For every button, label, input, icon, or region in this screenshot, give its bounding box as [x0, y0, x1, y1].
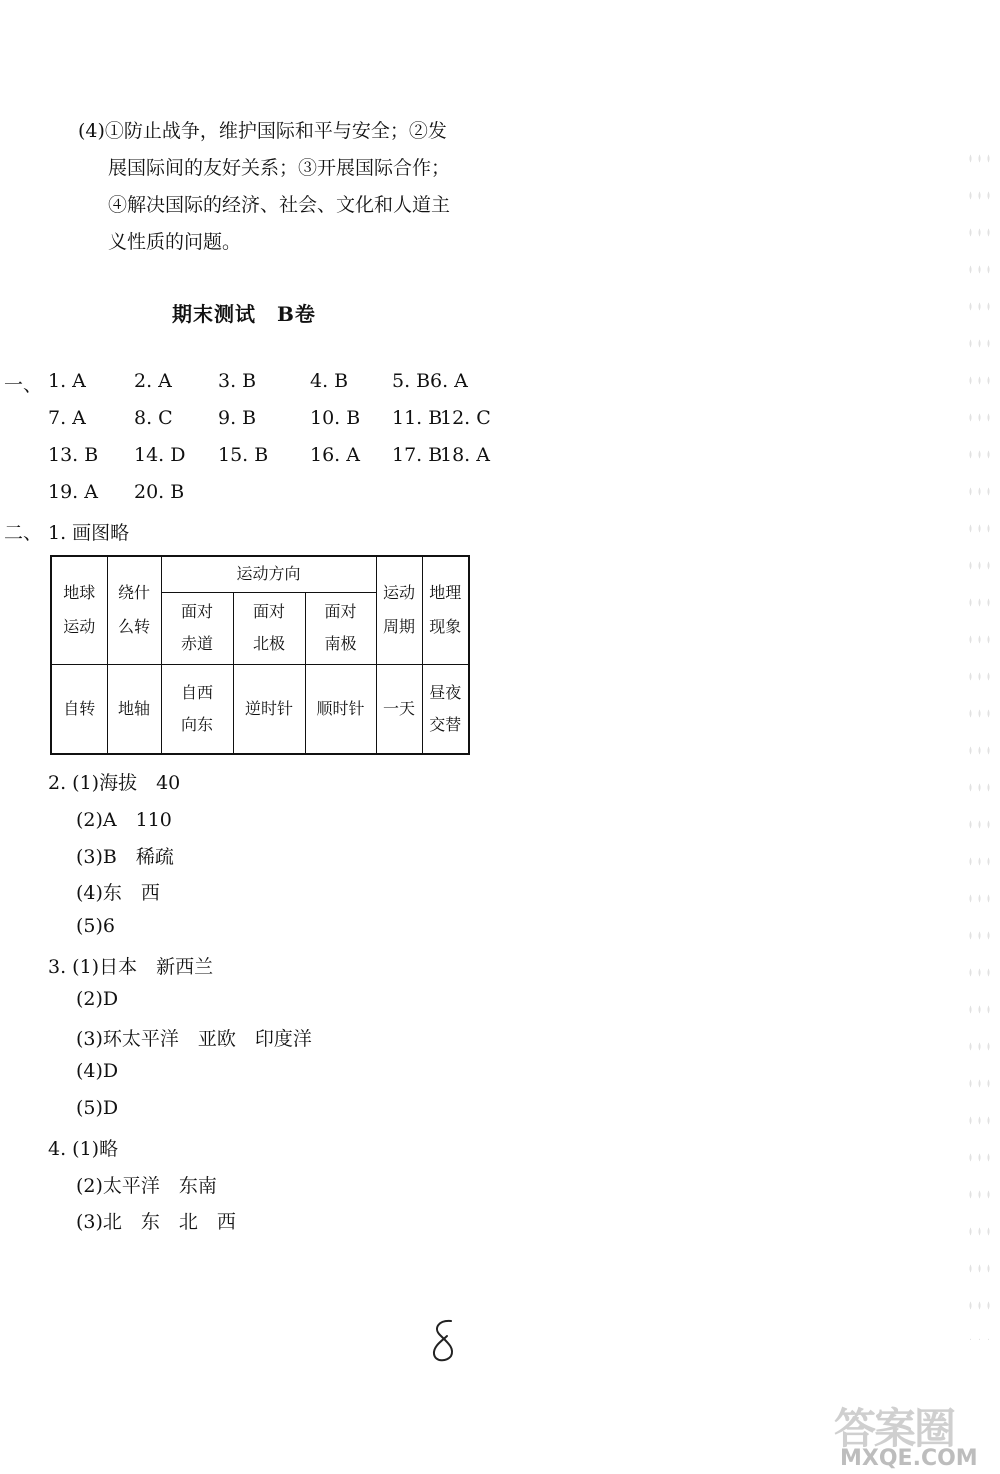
cell-one-day: 一天	[376, 664, 422, 754]
mc-answer: 11. B	[392, 407, 443, 429]
cell-day-night: 昼夜交替	[422, 664, 469, 754]
intro-line: 展国际间的友好关系；③开展国际合作；	[108, 157, 451, 179]
cell-counterclockwise: 逆时针	[233, 664, 305, 754]
mc-answer: 17. B	[392, 444, 443, 466]
mc-answer: 6. A	[430, 370, 468, 392]
mc-answer: 13. B	[48, 444, 99, 466]
watermark-logo	[832, 1396, 997, 1472]
intro-line: 义性质的问题。	[108, 231, 242, 253]
q4-item: (3)北 东 北 西	[76, 1211, 236, 1233]
scan-edge-noise	[966, 140, 994, 1340]
section-title: 期末测试 B卷	[172, 302, 316, 326]
mc-answer: 5. B	[392, 370, 431, 392]
subheader-face-equator: 面对赤道	[161, 592, 233, 664]
cell-axis: 地轴	[107, 664, 161, 754]
cell-clockwise: 顺时针	[305, 664, 376, 754]
q2-item: (3)B 稀疏	[76, 846, 174, 868]
mc-answer: 4. B	[310, 370, 349, 392]
header-phenomenon: 地理现象	[422, 556, 469, 664]
intro-line: ④解决国际的经济、社会、文化和人道主	[108, 194, 451, 216]
q2-item: (5)6	[76, 915, 116, 937]
part2-q1: 1. 画图略	[48, 522, 130, 544]
mc-answer: 20. B	[134, 481, 185, 503]
mc-answer: 3. B	[218, 370, 257, 392]
watermark-en: MXQE.COM	[840, 1446, 978, 1471]
mc-answer: 12. C	[440, 407, 491, 429]
part2-label: 二、	[4, 522, 43, 544]
q2-lead: 2. (1)海拔 40	[48, 772, 181, 794]
mc-answer: 14. D	[134, 444, 186, 466]
mc-answer: 15. B	[218, 444, 269, 466]
handwritten-page-number	[425, 1318, 465, 1364]
header-earth-motion: 地球运动	[51, 556, 107, 664]
mc-answer: 9. B	[218, 407, 257, 429]
q2-item: (4)东 西	[76, 882, 160, 904]
subheader-face-south-pole: 面对南极	[305, 592, 376, 664]
q3-item: (3)环太平洋 亚欧 印度洋	[76, 1028, 312, 1050]
part1-label: 一、	[4, 374, 43, 396]
mc-answer: 10. B	[310, 407, 361, 429]
q3-item: (5)D	[76, 1097, 119, 1119]
header-around-what: 绕什么转	[107, 556, 161, 664]
watermark-cn: 答案圈	[834, 1404, 955, 1453]
header-direction: 运动方向	[161, 556, 376, 592]
mc-answer: 2. A	[134, 370, 172, 392]
q2-item: (2)A 110	[76, 809, 172, 831]
q3-item: (2)D	[76, 988, 119, 1010]
earth-motion-table	[50, 555, 470, 755]
q3-lead: 3. (1)日本 新西兰	[48, 956, 214, 978]
mc-answer: 7. A	[48, 407, 86, 429]
mc-answer: 18. A	[440, 444, 490, 466]
q4-lead: 4. (1)略	[48, 1138, 119, 1160]
mc-answer: 1. A	[48, 370, 86, 392]
header-period: 运动周期	[376, 556, 422, 664]
intro-paragraph	[78, 113, 450, 261]
mc-answer: 16. A	[310, 444, 360, 466]
cell-west-to-east: 自西向东	[161, 664, 233, 754]
mc-answer: 8. C	[134, 407, 173, 429]
mc-answer: 19. A	[48, 481, 98, 503]
subheader-face-north-pole: 面对北极	[233, 592, 305, 664]
q3-item: (4)D	[76, 1060, 119, 1082]
cell-rotation: 自转	[51, 664, 107, 754]
q4-item: (2)太平洋 东南	[76, 1175, 217, 1197]
intro-line: (4)①防止战争，维护国际和平与安全；②发	[78, 120, 447, 142]
